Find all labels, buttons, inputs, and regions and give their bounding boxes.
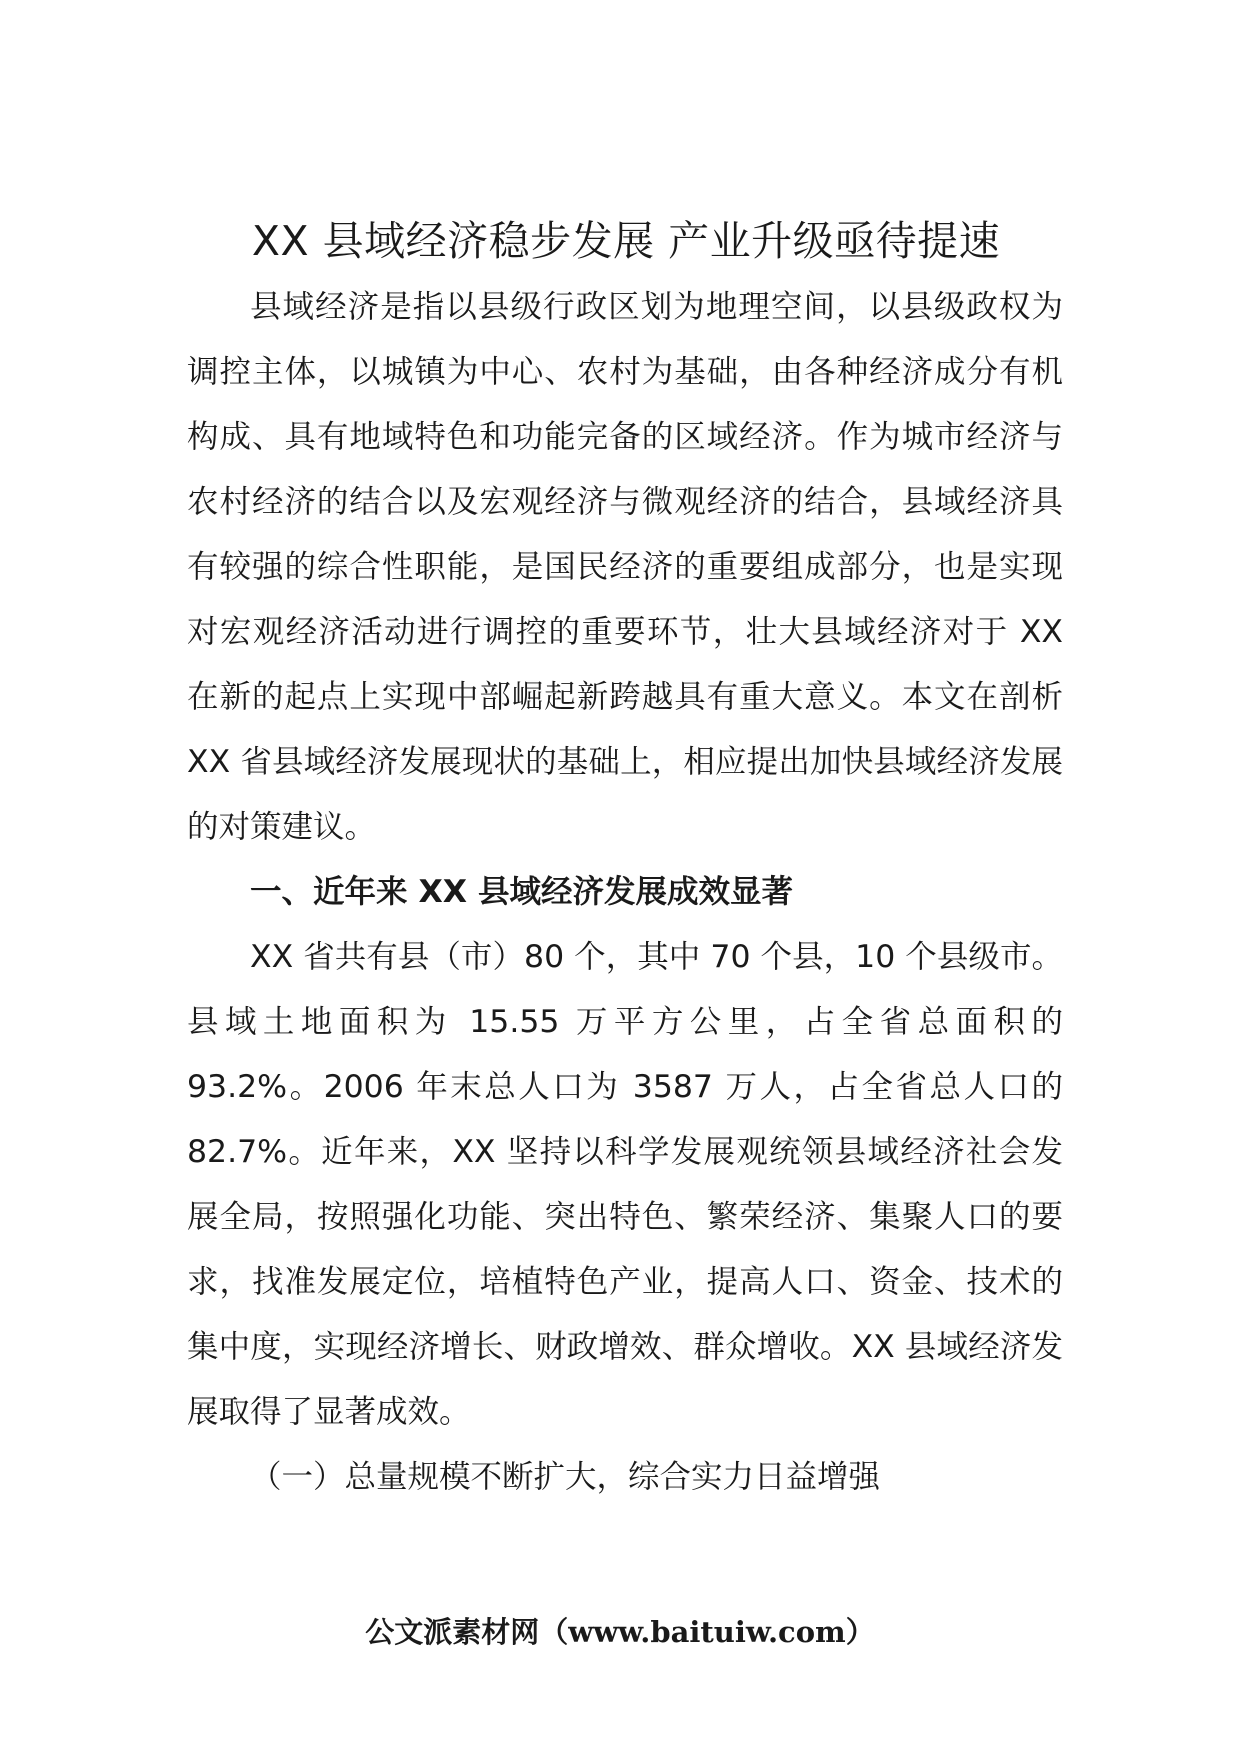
document-body [187, 275, 1063, 1510]
section-heading-1: 一、近年来 XX 县域经济发展成效显著 [250, 874, 794, 910]
footer-watermark: 公文派素材网（www.baituiw.com） [365, 1615, 875, 1649]
subsection-heading-1: （一）总量规模不断扩大，综合实力日益增强 [250, 1459, 881, 1495]
document-title: XX 县域经济稳步发展 产业升级亟待提速 [251, 217, 1001, 265]
section-1-paragraph: XX 省共有县（市）80 个，其中 70 个县，10 个县级市。县域土地面积为 15.55 万平方公里，占全省总面积的 93.2%。2006 年末总人口为 3587 万人，占全省总人口的 82.7%。近年来，XX 坚持以科学发展观统领县域经济社会发展全局，按照强化功能、突出特色、繁荣经济、集聚人口的要求，找准发展定位，培植特色产业，提高人口、资金、技术的集中度，实现经济增长、财政增效、群众增收。XX 县域经济发展取得了显著成效。 [187, 939, 1063, 1430]
intro-paragraph: 县域经济是指以县级行政区划为地理空间，以县级政权为调控主体，以城镇为中心、农村为基础，由各种经济成分有机构成、具有地域特色和功能完备的区域经济。作为城市经济与农村经济的结合以及宏观经济与微观经济的结合，县域经济具有较强的综合性职能，是国民经济的重要组成部分，也是实现对宏观经济活动进行调控的重要环节，壮大县域经济对于 XX 在新的起点上实现中部崛起新跨越具有重大意义。本文在剖析 XX 省县域经济发展现状的基础上，相应提出加快县域经济发展的对策建议。 [187, 289, 1063, 845]
